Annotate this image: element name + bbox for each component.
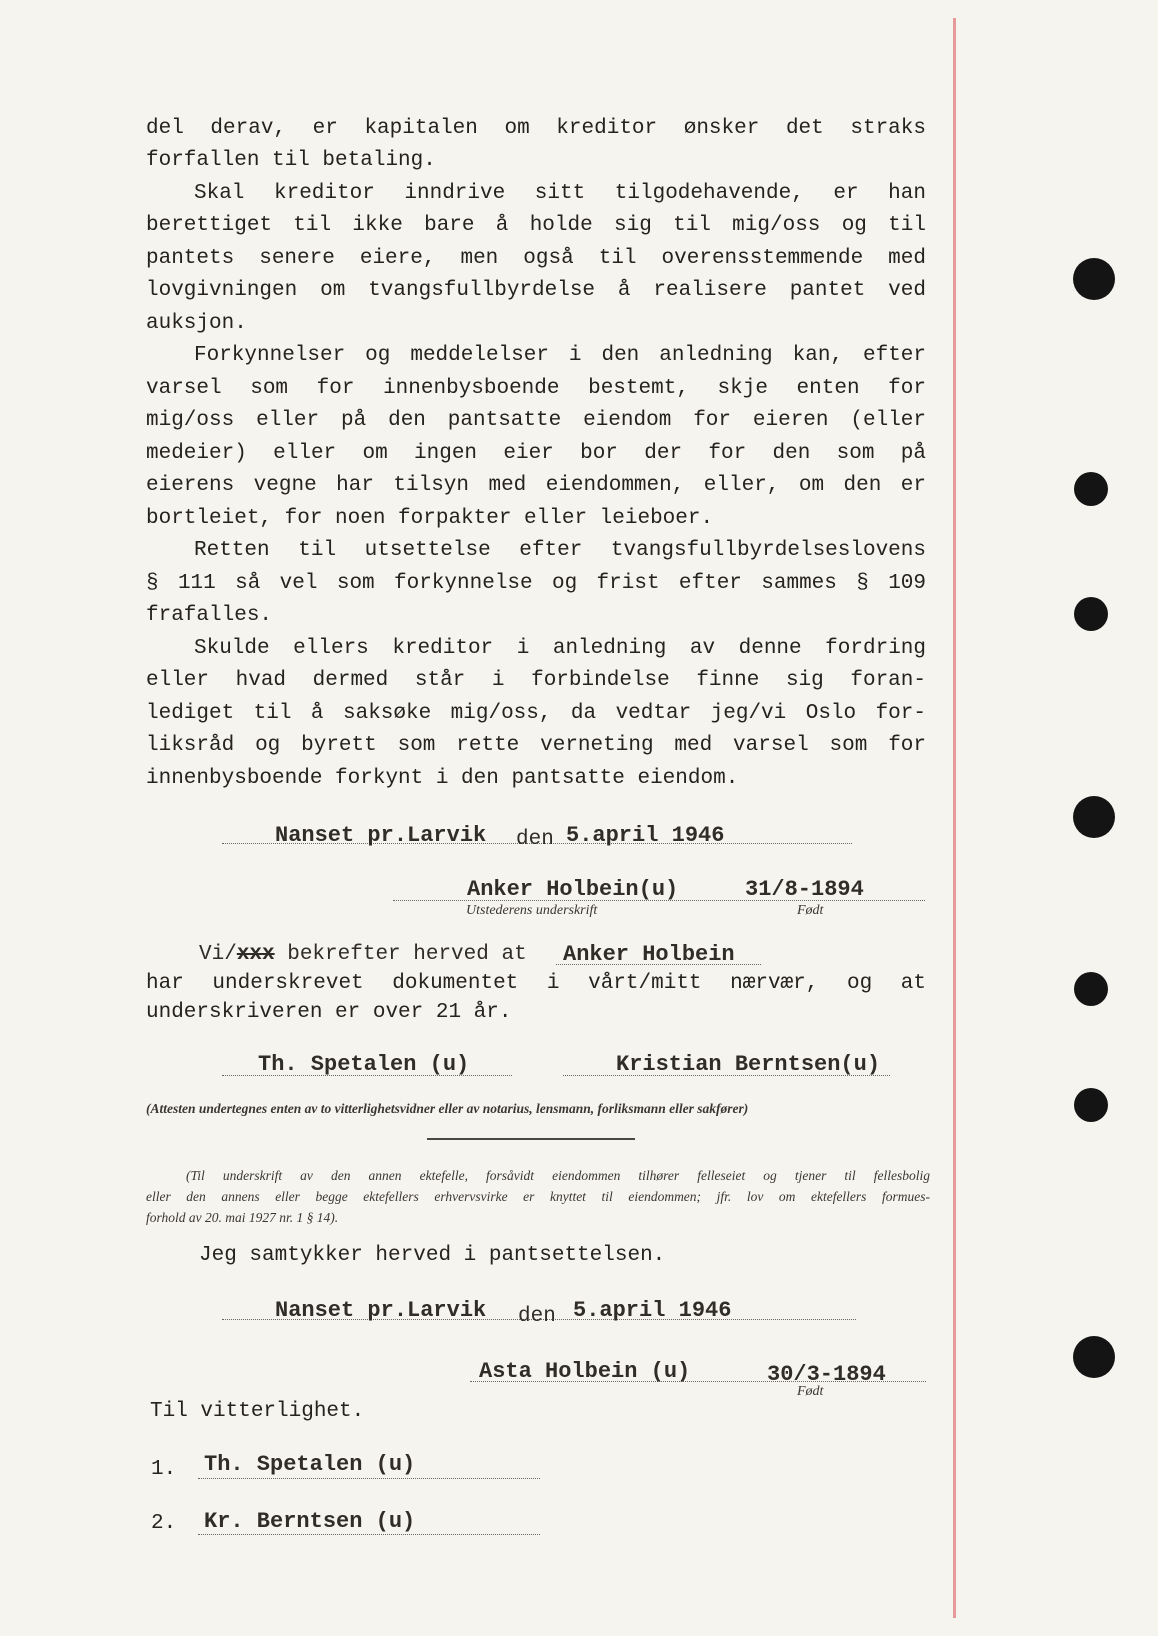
text-line: varsel som for innenbysboende bestemt, skje enten for xyxy=(146,377,926,400)
text-line: Skulde ellers kreditor i anledning av denne fordring xyxy=(194,637,926,660)
witness-2-signature: Kr. Berntsen (u) xyxy=(204,1509,416,1534)
text-line: Skal kreditor inndrive sitt tilgodehavende, er han xyxy=(194,182,926,205)
text-line: auksjon. xyxy=(146,312,247,335)
text-line: forfallen til betaling. xyxy=(146,149,436,172)
text-line: medeier) eller om ingen eier bor der for den som på xyxy=(146,442,926,465)
witness-a-signature: Th. Spetalen (u) xyxy=(258,1052,470,1077)
text-line: Retten til utsettelse efter tvangsfullbyrdelseslovens xyxy=(194,539,926,562)
text-line: bortleiet, for noen forpakter eller leieboer. xyxy=(146,507,714,530)
witness-number: 1. xyxy=(151,1458,177,1481)
text-line: mig/oss eller på den pantsatte eiendom for eieren (eller xyxy=(146,409,926,432)
text-line: liksråd og byrett som rette verneting med varsel som for xyxy=(146,734,926,757)
witness-statement-mid: bekrefter herved at xyxy=(274,943,540,966)
witness-b-signature: Kristian Berntsen(u) xyxy=(616,1052,881,1077)
text-line: Forkynnelser og meddelelser i den anledning kan, efter xyxy=(194,344,926,367)
witness-1-signature: Th. Spetalen (u) xyxy=(204,1452,416,1477)
witness-statement-line1 xyxy=(199,941,539,969)
note-line: (Til underskrift av den annen ektefelle, forsåvidt eiendommen tilhører felleseiet og tjener til fellesbolig xyxy=(186,1168,930,1183)
issuer-born: 31/8-1894 xyxy=(745,877,864,902)
text-line: lovgivningen om tvangsfullbyrdelse å realisere pantet ved xyxy=(146,279,926,302)
text-line: frafalles. xyxy=(146,604,273,627)
signing-den: den xyxy=(516,828,554,851)
text-line: lediget til å saksøke mig/oss, da vedtar jeg/vi Oslo for- xyxy=(146,702,926,725)
consent-text: Jeg samtykker herved i pantsettelsen. xyxy=(199,1244,666,1267)
struck-text: xxx xyxy=(236,943,275,966)
signing2-place: Nanset pr.Larvik xyxy=(275,1298,487,1323)
text-line: har underskrevet dokumentet i vårt/mitt nærvær, og at xyxy=(146,972,926,995)
witness-statement-prefix: Vi/ xyxy=(199,943,237,966)
spouse-born: 30/3-1894 xyxy=(767,1362,886,1387)
note-line: forhold av 20. mai 1927 nr. 1 § 14). xyxy=(146,1210,339,1225)
signing2-den: den xyxy=(518,1305,556,1328)
text-line: berettiget til ikke bare å holde sig til mig/oss og til xyxy=(146,214,926,237)
punch-hole xyxy=(1074,597,1108,631)
signing2-date: 5.april 1946 xyxy=(573,1298,732,1323)
caption-signature: Utstederens underskrift xyxy=(466,903,598,918)
spouse-note xyxy=(146,1165,930,1228)
text-line: eierens vegne har tilsyn med eiendommen, eller, om den er xyxy=(146,474,926,497)
signing-place: Nanset pr.Larvik xyxy=(275,823,487,848)
punch-hole xyxy=(1073,796,1115,838)
punch-hole xyxy=(1074,472,1108,506)
caption-born: Født xyxy=(797,903,824,918)
witness-statement-name: Anker Holbein xyxy=(563,942,735,967)
attest-note: (Attesten undertegnes enten av to vitterlighetsvidner eller av notarius, lensmann, forliksmann eller sakfører) xyxy=(146,1101,749,1116)
separator-rule xyxy=(427,1138,635,1140)
text-line: del derav, er kapitalen om kreditor ønsker det straks xyxy=(146,117,926,140)
text-line: innenbysboende forkynt i den pantsatte eiendom. xyxy=(146,767,739,790)
text-line: eller hvad dermed står i forbindelse finne sig foran- xyxy=(146,669,926,692)
red-margin-line xyxy=(953,18,956,1618)
punch-hole xyxy=(1073,258,1115,300)
text-line: § 111 så vel som forkynnelse og frist efter sammes § 109 xyxy=(146,572,926,595)
text-line: pantets senere eiere, men også til overensstemmende med xyxy=(146,247,926,270)
signing-date: 5.april 1946 xyxy=(566,823,725,848)
witness-number: 2. xyxy=(151,1512,177,1535)
caption-born-2: Født xyxy=(797,1384,824,1399)
punch-hole xyxy=(1073,1336,1115,1378)
vitterlighet-heading: Til vitterlighet. xyxy=(150,1400,365,1423)
punch-hole xyxy=(1074,972,1108,1006)
text-line: underskriveren er over 21 år. xyxy=(146,1001,512,1024)
punch-hole xyxy=(1074,1088,1108,1122)
note-line: eller den annens eller begge ektefellers erhvervsvirke er knyttet til eiendommen; jfr. lov om ektefellers formues- xyxy=(146,1189,930,1204)
issuer-signature: Anker Holbein(u) xyxy=(467,877,679,902)
spouse-signature: Asta Holbein (u) xyxy=(479,1359,691,1384)
